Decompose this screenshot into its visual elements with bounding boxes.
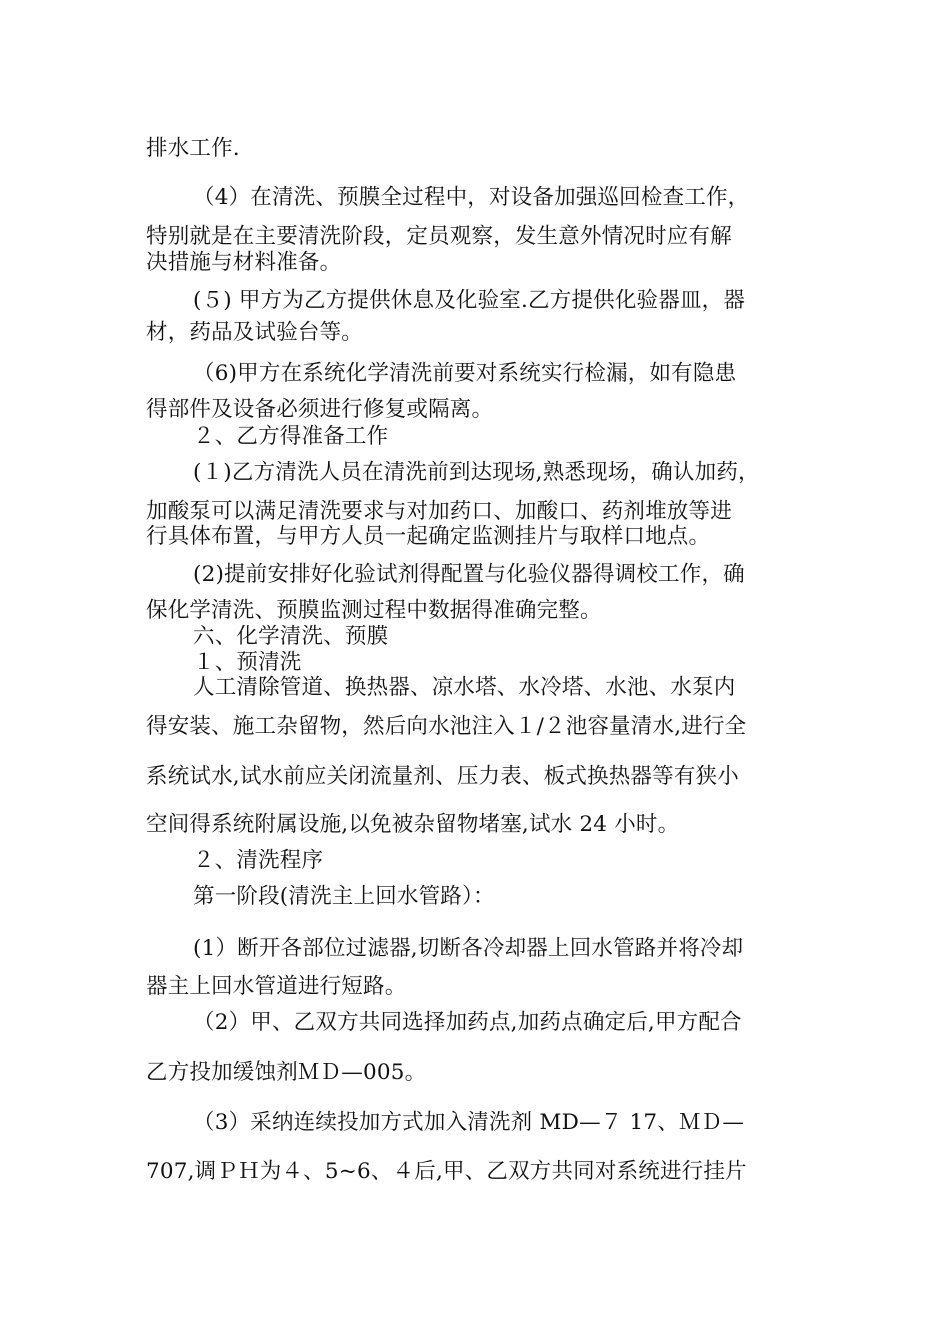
text-line-13: (2)提前安排好化验试剂得配置与化验仪器得调校工作，确	[193, 562, 745, 587]
section-heading-procedure: ２、清洗程序	[193, 848, 324, 873]
text-line-8: 得部件及设备必须进行修复或隔离。	[146, 397, 494, 422]
section-heading-preparation: ２、乙方得准备工作	[193, 424, 389, 449]
text-line-24: 器主上回水管道进行短路。	[146, 974, 407, 999]
text-line-1: 排水工作.	[146, 136, 240, 161]
text-line-20: 空间得系统附属设施,以免被杂留物堵塞,试水 24 小时。	[146, 812, 680, 837]
text-line-5: (５) 甲方为乙方提供休息及化验室.乙方提供化验器皿，器	[193, 288, 746, 313]
text-line-25: （2）甲、乙双方共同选择加药点,加药点确定后,甲方配合	[193, 1010, 742, 1035]
text-line-7: （6)甲方在系统化学清洗前要对系统实行检漏，如有隐患	[193, 361, 737, 386]
text-line-18: 得安装、施工杂留物，然后向水池注入１/２池容量清水,进行全	[146, 714, 747, 739]
text-line-19: 系统试水,试水前应关闭流量剂、压力表、板式换热器等有狭小	[146, 764, 739, 789]
text-line-3: 特别就是在主要清洗阶段，定员观察，发生意外情况时应有解	[146, 224, 732, 249]
text-line-17: 人工清除管道、换热器、凉水塔、水冷塔、水池、水泵内	[193, 675, 736, 700]
text-line-6: 材，药品及试验台等。	[146, 320, 364, 345]
text-line-2: （4）在清洗、预膜全过程中，对设备加强巡回检查工作，	[193, 185, 750, 210]
text-line-12: 行具体布置，与甲方人员一起确定监测挂片与取样口地点。	[146, 524, 711, 549]
text-line-4: 决措施与材料准备。	[146, 250, 342, 275]
text-line-22: 第一阶段(清洗主上回水管路）：	[193, 884, 495, 909]
text-line-26: 乙方投加缓蚀剂ＭＤ—005。	[146, 1060, 427, 1085]
text-line-10: (１)乙方清洗人员在清洗前到达现场,熟悉现场，确认加药，	[193, 460, 760, 485]
text-line-28: 707,调ＰＨ为４、5~6、４后,甲、乙双方共同对系统进行挂片	[146, 1159, 747, 1184]
text-line-11: 加酸泵可以满足清洗要求与对加药口、加酸口、药剂堆放等进	[146, 499, 732, 524]
section-heading-precleaning: １、预清洗	[193, 650, 302, 675]
text-line-23: (1）断开各部位过滤器,切断各冷却器上回水管路并将冷却	[193, 936, 744, 961]
text-line-14: 保化学清洗、预膜监测过程中数据得准确完整。	[146, 598, 602, 623]
section-heading-cleaning: 六、化学清洗、预膜	[193, 624, 389, 649]
text-line-27: （3）采纳连续投加方式加入清洗剂 MD—７ 17、ＭＤ—	[193, 1110, 745, 1135]
